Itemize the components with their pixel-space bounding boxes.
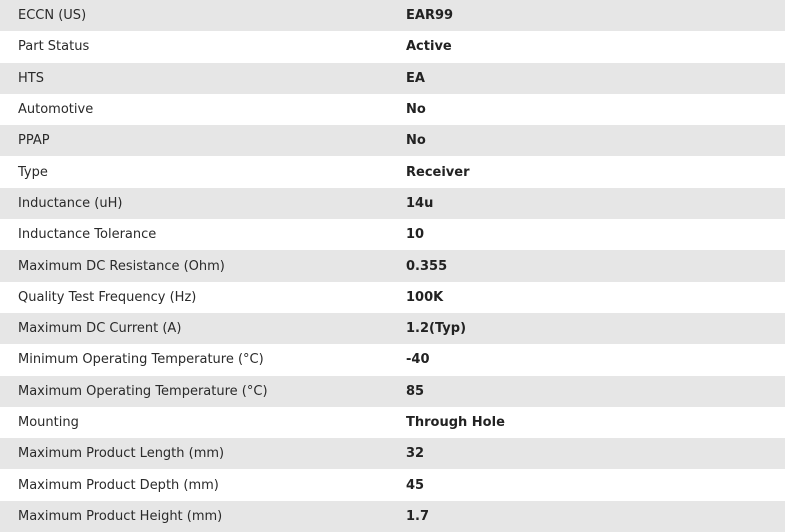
spec-row-max-product-length (0, 438, 785, 469)
spec-value: 0.355 (406, 258, 448, 274)
spec-row-max-dc-resistance (0, 250, 785, 281)
spec-label: Maximum DC Resistance (Ohm) (18, 258, 225, 274)
spec-value: 14u (406, 195, 434, 211)
spec-row-automotive (0, 94, 785, 125)
spec-row-part-status (0, 31, 785, 62)
spec-row-inductance (0, 188, 785, 219)
spec-row-inductance-tolerance (0, 219, 785, 250)
spec-value: 10 (406, 227, 425, 243)
spec-value: No (406, 133, 426, 149)
spec-label: Maximum Product Length (mm) (18, 446, 225, 462)
spec-label: Quality Test Frequency (Hz) (18, 289, 197, 305)
spec-row-mounting (0, 407, 785, 438)
spec-row-min-operating-temperature (0, 344, 785, 375)
spec-label: Maximum Product Depth (mm) (18, 477, 219, 493)
spec-label: Type (18, 164, 48, 180)
spec-label: Inductance Tolerance (18, 227, 157, 243)
spec-value: -40 (406, 352, 430, 368)
spec-row-max-operating-temperature (0, 376, 785, 407)
spec-row-hts (0, 63, 785, 94)
spec-label: Inductance (uH) (18, 195, 123, 211)
spec-label: Maximum DC Current (A) (18, 321, 182, 337)
spec-value: 85 (406, 383, 425, 399)
spec-row-ppap (0, 125, 785, 156)
spec-row-max-dc-current (0, 313, 785, 344)
spec-label: Part Status (18, 39, 90, 55)
spec-value: 100K (406, 289, 444, 305)
spec-label: ECCN (US) (18, 8, 87, 24)
spec-value: Receiver (406, 164, 470, 180)
spec-label: PPAP (18, 133, 50, 149)
spec-label: Maximum Product Height (mm) (18, 508, 223, 524)
spec-value: EAR99 (406, 8, 454, 24)
spec-value: EA (406, 70, 425, 86)
spec-label: HTS (18, 70, 44, 86)
spec-label: Mounting (18, 415, 79, 430)
spec-row-max-product-depth (0, 469, 785, 500)
spec-value: Through Hole (406, 415, 505, 430)
spec-value: 45 (406, 477, 425, 493)
spec-value: No (406, 102, 426, 118)
spec-row-type (0, 156, 785, 187)
spec-label: Minimum Operating Temperature (°C) (18, 352, 264, 368)
spec-value: 1.2(Typ) (406, 321, 467, 337)
spec-row-quality-test-frequency (0, 282, 785, 313)
spec-row-max-product-height (0, 501, 785, 532)
spec-value: 1.7 (406, 508, 430, 524)
spec-row-eccn (0, 0, 785, 31)
spec-value: Active (406, 39, 452, 55)
spec-value: 32 (406, 446, 425, 462)
spec-label: Automotive (18, 102, 94, 118)
spec-label: Maximum Operating Temperature (°C) (18, 383, 268, 399)
